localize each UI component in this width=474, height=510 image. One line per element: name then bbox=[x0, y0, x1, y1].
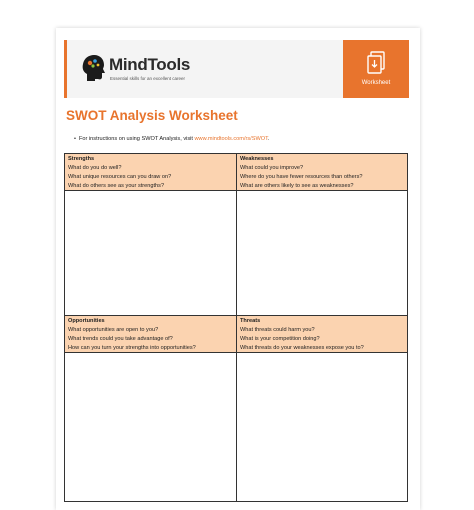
header-banner bbox=[64, 40, 409, 98]
logo-wordmark bbox=[109, 55, 190, 75]
opportunities-title: Opportunities bbox=[68, 318, 105, 324]
strengths-answer-area[interactable] bbox=[65, 191, 236, 315]
opportunities-header bbox=[65, 316, 236, 353]
logo-tools: Tools bbox=[147, 55, 191, 74]
strengths-question: What do others see as your strengths? bbox=[68, 183, 165, 189]
strengths-header bbox=[65, 154, 236, 191]
logo-mind: Mind bbox=[109, 55, 148, 74]
weaknesses-question: Where do you have fewer resources than others? bbox=[240, 174, 363, 180]
opportunities-question: What opportunities are open to you? bbox=[68, 327, 159, 333]
weaknesses-header bbox=[237, 154, 407, 191]
opportunities-question: How can you turn your strengths into opportunities? bbox=[68, 345, 196, 351]
threats-header bbox=[237, 316, 407, 353]
weaknesses-title: Weaknesses bbox=[240, 156, 274, 162]
threats-question: What threats do your weaknesses expose you to? bbox=[240, 345, 364, 351]
strengths-title: Strengths bbox=[68, 156, 95, 162]
strengths-question: What do you do well? bbox=[68, 165, 122, 171]
weaknesses-question: What are others likely to see as weaknesses? bbox=[240, 183, 354, 189]
swot-grid bbox=[64, 153, 408, 502]
worksheet-badge bbox=[343, 40, 409, 98]
bullet-icon: • bbox=[74, 136, 76, 142]
document-page bbox=[56, 28, 420, 510]
threats-answer-area[interactable] bbox=[237, 353, 407, 501]
logo-tagline: Essential skills for an excellent career bbox=[110, 76, 186, 81]
swot-link[interactable]: www.mindtools.com/rs/SWOT bbox=[194, 136, 268, 142]
threats-question: What is your competition doing? bbox=[240, 336, 320, 342]
document-download-icon bbox=[366, 51, 386, 75]
opportunities-question: What trends could you take advantage of? bbox=[68, 336, 173, 342]
threats-title: Threats bbox=[240, 318, 261, 324]
weaknesses-quadrant bbox=[237, 154, 407, 315]
threats-quadrant bbox=[237, 316, 407, 501]
strengths-question: What unique resources can you draw on? bbox=[68, 174, 172, 180]
weaknesses-answer-area[interactable] bbox=[237, 191, 407, 315]
head-logo-icon bbox=[81, 54, 105, 82]
weaknesses-question: What could you improve? bbox=[240, 165, 304, 171]
worksheet-label: Worksheet bbox=[361, 80, 391, 86]
instruction-suffix: . bbox=[267, 136, 270, 142]
instruction-prefix: For instructions on using SWOT Analysis, visit bbox=[78, 136, 195, 142]
instruction-line bbox=[74, 136, 269, 142]
strengths-quadrant bbox=[65, 154, 236, 315]
opportunities-answer-area[interactable] bbox=[65, 353, 236, 501]
opportunities-quadrant bbox=[65, 316, 236, 501]
page-title: SWOT Analysis Worksheet bbox=[66, 108, 238, 123]
threats-question: What threats could harm you? bbox=[240, 327, 315, 333]
